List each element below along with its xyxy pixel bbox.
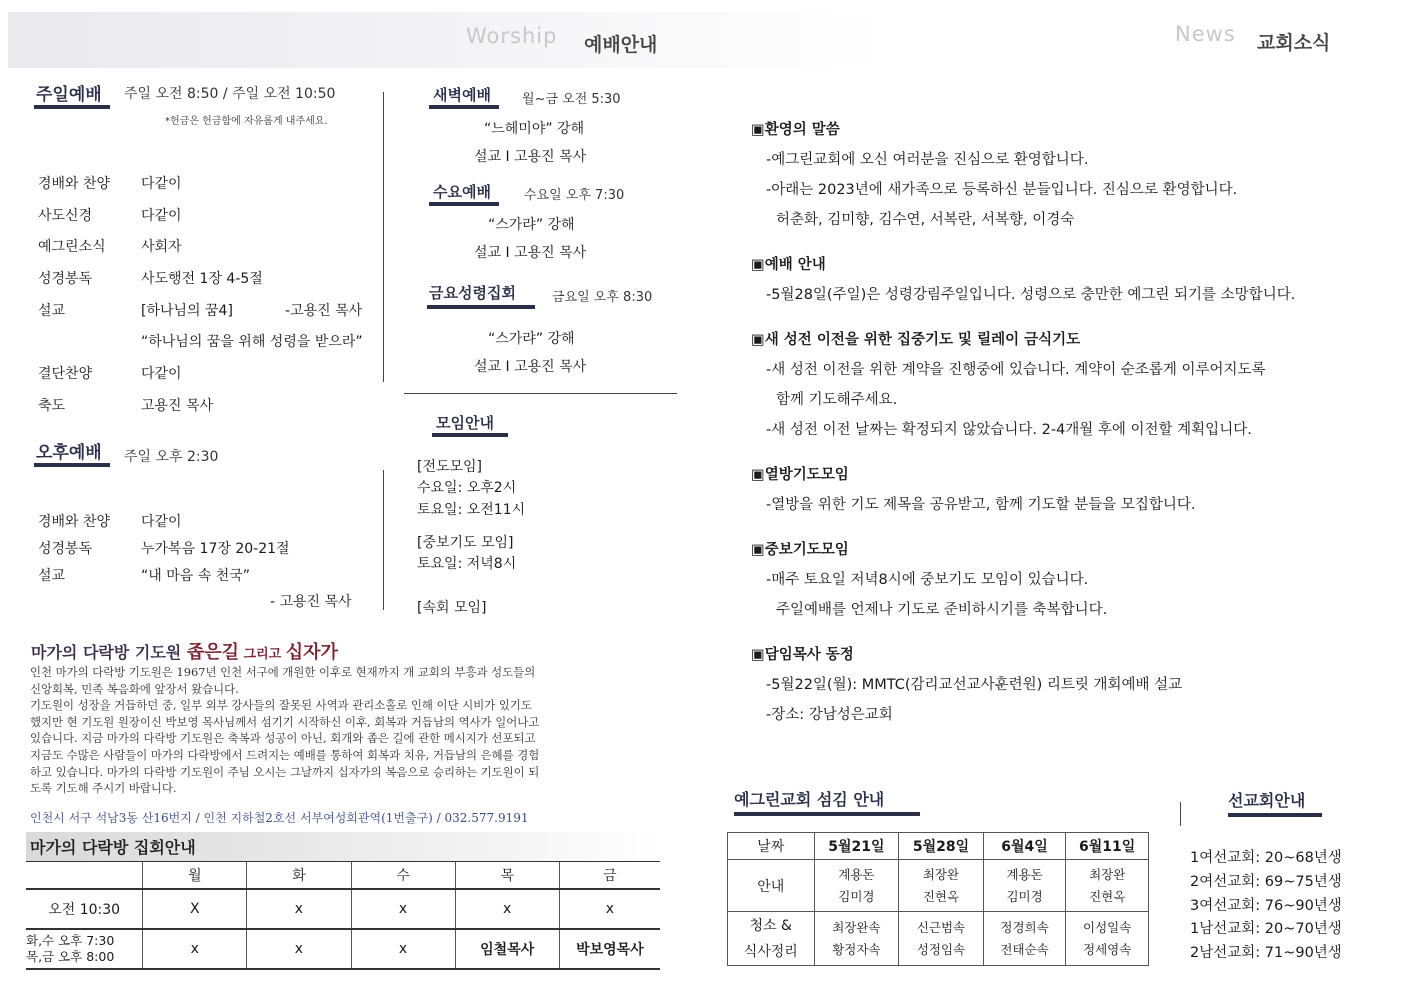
person: 진현옥	[922, 888, 960, 904]
table-header: 날짜	[728, 833, 815, 860]
order-label: 예그린소식	[38, 239, 106, 255]
news-line: -5월22일(월): MMTC(감리교선교사훈련원) 리트릿 개회예배 설교	[766, 677, 1183, 693]
person: 계용돈	[838, 866, 875, 882]
order-label: 사도신경	[38, 208, 93, 224]
day-header: 월	[143, 862, 247, 889]
meeting-line: [중보기도 모임]	[417, 535, 514, 551]
friday-series: “스가랴” 강해	[488, 331, 575, 347]
afternoon-title-underline	[34, 463, 110, 467]
paragraph-line: 하고 있습니다. 마가의 다락방 기도원이 주님 오시는 그날까지 십자가의 복음으로 승리하는 기도원이 되	[30, 764, 540, 779]
order-label: 경배와 찬양	[38, 176, 111, 192]
table-row	[728, 912, 1149, 966]
paragraph-line: 인천 마가의 다락방 기도원은 1967년 인천 서구에 개원한 이후로 현재까지 개 교회의 부흥과 성도들의	[30, 665, 536, 679]
meeting-line: 토요일: 저녁8시	[417, 556, 517, 572]
row-label: 안내	[728, 860, 815, 912]
paragraph-line: 도록 기도해 주시기 바랍니다.	[30, 781, 177, 796]
afternoon-worship-title: 오후예배	[36, 443, 102, 463]
mission-item: 2여선교회: 69~75년생	[1190, 874, 1342, 890]
serving-title: 예그린교회 섬김 안내	[734, 790, 885, 809]
group: 황정자속	[832, 941, 881, 957]
order-value: 다같이	[141, 514, 182, 530]
meeting-line: [전도모임]	[417, 459, 483, 475]
time-line: 화,수 오후 7:30	[26, 932, 115, 948]
sunday-worship-time: 주일 오전 8:50 / 주일 오전 10:50	[124, 86, 336, 102]
worship-banner	[8, 12, 883, 68]
sunday-title-underline	[34, 105, 110, 109]
missions-divider	[1180, 802, 1181, 826]
serving-title-underline	[734, 812, 920, 816]
mission-item: 1여선교회: 20~68년생	[1190, 850, 1342, 866]
news-line: -아래는 2023년에 새가족으로 등록하신 분들입니다. 진심으로 환영합니다.	[766, 182, 1238, 198]
paragraph-line: 기도원이 성장을 거듭하던 중, 일부 외부 강사들의 잘못된 사역과 관리소홀로 인해 이단 시비가 있기도	[30, 698, 532, 713]
friday-worship-time: 금요일 오후 8:30	[552, 290, 653, 305]
meeting-schedule-table	[26, 861, 660, 970]
serving-table	[727, 832, 1149, 966]
label-line: 청소 &	[749, 917, 792, 934]
dawn-title-underline	[429, 105, 499, 109]
order-value: 사도행전 1장 4-5절	[141, 271, 263, 287]
prayer-house-paragraph	[30, 664, 539, 797]
news-line: -매주 토요일 저녁8시에 중보기도 모임이 있습니다.	[766, 572, 1089, 588]
schedule-cell: x	[455, 889, 559, 929]
sermon-preacher: - 고용진 목사	[270, 594, 352, 610]
meetings-title: 모임안내	[436, 414, 494, 432]
schedule-cell: x	[247, 929, 351, 969]
prayer-house-title-a: 마가의 다락방 기도원	[31, 643, 187, 662]
table-header: 6월11일	[1066, 833, 1149, 860]
person: 최장완	[922, 866, 960, 882]
day-header: 화	[247, 862, 351, 889]
table-row	[728, 833, 1149, 860]
dawn-series: “느헤미야” 강해	[484, 121, 585, 137]
group: 성정임속	[916, 941, 966, 957]
afternoon-worship-time: 주일 오후 2:30	[124, 449, 219, 465]
order-label: 성경봉독	[38, 541, 93, 557]
day-header: 금	[559, 862, 660, 889]
order-value: 고용진 목사	[141, 398, 214, 414]
time-cell	[26, 929, 143, 969]
mission-item: 1남선교회: 20~70년생	[1190, 921, 1342, 937]
order-value: 다같이	[141, 176, 182, 192]
friday-preacher: 설교 I 고용진 목사	[474, 359, 587, 375]
group: 전태순속	[1000, 941, 1049, 957]
dawn-preacher: 설교 I 고용진 목사	[474, 149, 587, 165]
paragraph-line: 지금도 수많은 사람들이 마가의 다락방에서 드려지는 예배를 통하여 회복과 치유, 거듭남의 은혜를 경험	[30, 747, 540, 762]
table-cell	[26, 862, 143, 889]
missions-title-underline	[1228, 813, 1322, 817]
news-line: -예그린교회에 오신 여러분을 진심으로 환영합니다.	[766, 152, 1089, 168]
meetings-title-underline	[432, 433, 508, 437]
news-heading: ▣예배 안내	[751, 257, 826, 273]
offering-note: *헌금은 헌금함에 자유롭게 내주세요.	[165, 116, 328, 127]
sermon-preacher: -고용진 목사	[285, 303, 363, 319]
news-line: -새 성전 이전 날짜는 확정되지 않았습니다. 2-4개월 후에 이전할 계획입니다.	[766, 422, 1252, 438]
table-row	[728, 860, 1149, 912]
table-header: 6월4일	[983, 833, 1066, 860]
table-cell	[1066, 860, 1149, 912]
table-header: 5월21일	[814, 833, 899, 860]
mission-item: 3여선교회: 76~90년생	[1190, 898, 1342, 914]
column-divider	[383, 470, 384, 610]
meeting-line: 수요일: 오후2시	[417, 480, 517, 496]
news-heading: ▣새 성전 이전을 위한 집중기도 및 릴레이 금식기도	[751, 332, 1081, 348]
person: 진현옥	[1089, 888, 1126, 904]
table-row	[26, 929, 660, 969]
news-section-en: News	[1175, 22, 1236, 46]
worship-section-title: 예배안내	[584, 34, 658, 56]
schedule-cell: 박보영목사	[559, 929, 660, 969]
news-section-title: 교회소식	[1257, 32, 1331, 54]
prayer-house-title	[31, 638, 338, 664]
schedule-cell: x	[351, 929, 455, 969]
table-cell	[814, 860, 899, 912]
friday-worship-title: 금요성령집회	[429, 284, 516, 302]
dawn-worship-title: 새벽예배	[433, 86, 491, 104]
prayer-house-title-d: 십자가	[285, 642, 338, 663]
sermon-subtitle: “하나님의 꿈을 위해 성령을 받으라”	[141, 334, 363, 350]
order-label: 결단찬양	[38, 366, 93, 382]
schedule-cell: x	[247, 889, 351, 929]
wednesday-title-underline	[429, 202, 499, 206]
friday-title-underline	[427, 305, 535, 309]
missions-title: 선교회안내	[1228, 791, 1306, 810]
person: 김미경	[1006, 888, 1043, 904]
order-value: 누가복음 17장 20-21절	[141, 541, 290, 557]
paragraph-line: 있습니다. 지금 마가의 다락방 기도원은 축복과 성공이 아닌, 회개와 좁은 길에 관한 메시지가 선포되고	[30, 731, 536, 746]
news-heading: ▣환영의 말씀	[751, 122, 840, 138]
person: 최장완	[1089, 866, 1126, 882]
dawn-worship-time: 월~금 오전 5:30	[522, 92, 621, 107]
order-label: 경배와 찬양	[38, 514, 111, 530]
news-line: -열방을 위한 기도 제목을 공유받고, 함께 기도할 분들을 모집합니다.	[766, 497, 1196, 513]
news-line: 주일예배를 언제나 기도로 준비하시기를 축복합니다.	[776, 602, 1108, 618]
person: 계용돈	[1006, 866, 1043, 882]
order-label: 축도	[38, 398, 66, 414]
prayer-house-title-c: 그리고	[239, 647, 286, 662]
news-heading: ▣열방기도모임	[751, 467, 849, 483]
time-line: 목,금 오후 8:00	[26, 948, 115, 964]
table-cell	[983, 912, 1066, 966]
order-label: 설교	[38, 303, 66, 319]
news-line: 허춘화, 김미향, 김수연, 서복란, 서복향, 이경숙	[776, 212, 1075, 228]
table-row	[26, 862, 660, 889]
mission-item: 2남선교회: 71~90년생	[1190, 945, 1342, 961]
table-header: 5월28일	[899, 833, 984, 860]
paragraph-line: 했지만 현 기도원 원장이신 박보영 목사님께서 섬기기 시작하신 이후, 회복과 거듭남의 역사가 일어나고	[30, 714, 540, 729]
schedule-cell: 임철목사	[455, 929, 559, 969]
news-line: -새 성전 이전을 위한 계약을 진행중에 있습니다. 계약이 순조롭게 이루어지도록	[766, 362, 1266, 378]
worship-section-en: Worship	[466, 24, 558, 48]
group: 정세영속	[1083, 941, 1132, 957]
wednesday-worship-time: 수요일 오후 7:30	[524, 188, 625, 203]
meeting-line: 토요일: 오전11시	[417, 502, 526, 518]
news-line: -5월28일(주일)은 성령강림주일입니다. 성령으로 충만한 예그린 되기를 소망합니다.	[766, 287, 1296, 303]
paragraph-line: 신앙회복, 민족 복음화에 앞장서 왔습니다.	[30, 681, 239, 696]
schedule-cell: x	[143, 929, 247, 969]
prayer-house-address: 인천시 서구 석남3동 산16번지 / 인천 지하철2호선 서부여성회관역(1번출구) / 032.577.9191	[30, 811, 529, 825]
schedule-cell: X	[143, 889, 247, 929]
sunday-worship-title: 주일예배	[36, 85, 102, 105]
news-heading: ▣중보기도모임	[751, 542, 849, 558]
table-cell	[983, 860, 1066, 912]
group: 이성일속	[1083, 919, 1132, 935]
group: 신근범속	[916, 919, 966, 935]
table-cell	[899, 860, 984, 912]
row-label	[728, 912, 815, 966]
news-heading: ▣담임목사 동정	[751, 647, 854, 663]
label-line: 식사정리	[743, 943, 798, 960]
meeting-schedule-title: 마가의 다락방 집회안내	[30, 838, 196, 857]
table-cell	[899, 912, 984, 966]
table-row	[26, 889, 660, 929]
order-value: 사회자	[141, 239, 182, 255]
group: 최장완속	[832, 919, 881, 935]
news-line: -장소: 강남성은교회	[766, 707, 893, 723]
order-value: 다같이	[141, 366, 182, 382]
column-divider	[383, 92, 384, 382]
sermon-title: “내 마음 속 천국”	[141, 568, 251, 584]
day-header: 목	[455, 862, 559, 889]
schedule-cell: x	[351, 889, 455, 929]
wednesday-worship-title: 수요예배	[433, 183, 491, 201]
day-header: 수	[351, 862, 455, 889]
table-cell	[814, 912, 899, 966]
person: 김미경	[838, 888, 875, 904]
order-label: 성경봉독	[38, 271, 93, 287]
group: 정경희속	[1000, 919, 1049, 935]
section-divider	[404, 393, 677, 394]
schedule-cell: x	[559, 889, 660, 929]
meeting-line: [속회 모임]	[417, 600, 487, 616]
sermon-title: [하나님의 꿈4]	[141, 303, 233, 319]
order-label: 설교	[38, 568, 66, 584]
wednesday-series: “스가랴” 강해	[488, 217, 575, 233]
table-cell	[1066, 912, 1149, 966]
news-line: 함께 기도해주세요.	[776, 392, 898, 408]
wednesday-preacher: 설교 I 고용진 목사	[474, 245, 587, 261]
prayer-house-title-b: 좁은길	[186, 642, 239, 663]
order-value: 다같이	[141, 208, 182, 224]
time-cell: 오전 10:30	[26, 889, 143, 929]
